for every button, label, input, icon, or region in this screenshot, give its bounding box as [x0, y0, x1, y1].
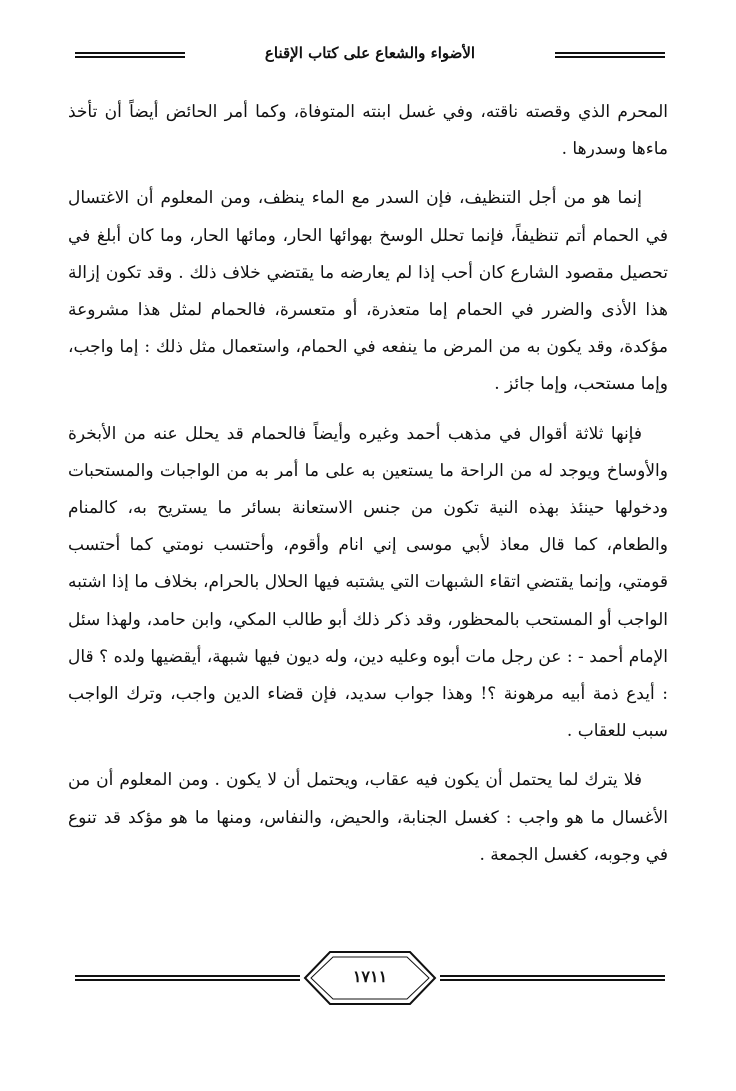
- paragraph: فإنها ثلاثة أقوال في مذهب أحمد وغيره وأيضاً فالحمام قد يحلل عنه من الأبخرة والأوساخ ويوجد له من الراحة ما يستعين به على ما أمر به من الواجبات والمستحبات ودخولها حينئذ بهذه النية تكون من جنس الاستعانة بسائر ما يستريح به، كالمنام والطعام، كما قال معاذ لأبي موسى إني انام وأقوم، وأحتسب نومتي كما أحتسب قومتي، وإنما يقتضي اتقاء الشبهات التي يشتبه فيها الحلال بالحرام، بخلاف ما إذا اشتبه الواجب أو المستحب بالمحظور، وقد ذكر ذلك أبو طالب المكي، وابن حامد، ولهذا سئل الإمام أحمد - : عن رجل مات أبوه وعليه دين، وله ديون فيها شبهة، أيقضيها ولده ؟ قال : أيدع ذمة أبيه مرهونة ؟! وهذا جواب سديد، فإن قضاء الدين واجب، وترك الواجب سبب للعقاب .: [68, 423, 668, 742]
- page-number-frame: [300, 948, 440, 1008]
- header-rule-left: [75, 52, 185, 58]
- footer-rule-left: [75, 975, 300, 981]
- paragraph: فلا يترك لما يحتمل أن يكون فيه عقاب، ويحتمل أن لا يكون . ومن المعلوم أن من الأغسال ما هو واجب : كغسل الجنابة، والحيض، والنفاس، ومنها ما هو مؤكد قد تنوع في وجوبه، كغسل الجمعة .: [68, 770, 668, 865]
- footer-rule-right: [440, 975, 665, 981]
- book-title: الأضواء والشعاع على كتاب الإقناع: [253, 44, 487, 62]
- header-rule-right: [555, 52, 665, 58]
- page-footer: [75, 948, 665, 1008]
- paragraph: المحرم الذي وقصته ناقته، وفي غسل ابنته المتوفاة، وكما أمر الحائض أيضاً أن تأخذ ماءها وسدرها .: [68, 102, 668, 160]
- body-text: [68, 94, 668, 886]
- page-number: ١٧١١: [352, 967, 388, 986]
- paragraph: إنما هو من أجل التنظيف، فإن السدر مع الماء ينظف، ومن المعلوم أن الاغتسال في الحمام أتم تنظيفاً، فإنما تحلل الوسخ بهوائها الحار، ومائها الحار، وما كان أبلغ في تحصيل مقصود الشارع كان أحب إذا لم يعارضه ما يقتضي خلاف ذلك . وقد تكون إزالة هذا الأذى والضرر في الحمام إما متعذرة، أو متعسرة، فالحمام لمثل هذا مشروعة مؤكدة، وقد يكون به من المرض ما ينفعه في الحمام، واستعمال مثل ذلك : إما واجب، وإما مستحب، وإما جائز .: [68, 188, 668, 395]
- running-header: [75, 44, 665, 76]
